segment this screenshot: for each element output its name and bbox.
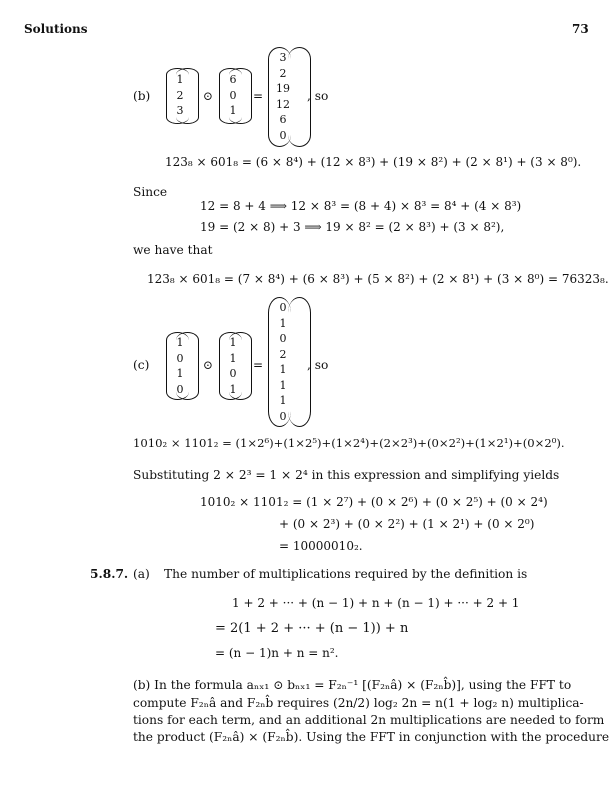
since-line-1: 12 = 8 + 4 ⟹ 12 × 8³ = (8 + 4) × 8³ = 8⁴ + (4 × 8³) (200, 199, 522, 213)
sum-line-3: = (n − 1)n + n = n². (215, 646, 339, 660)
vector-entry: 1 (176, 336, 184, 349)
vector-entry: 3 (176, 104, 184, 117)
vector-entry: 0 (279, 128, 287, 142)
vector-entry: 0 (229, 367, 237, 380)
part-b-label: (b) (133, 89, 151, 103)
vector-entry: 1 (229, 382, 237, 396)
vector-entry: 0 (279, 332, 287, 345)
equals-sign: = (253, 358, 264, 372)
problem-number: 5.8.7. (90, 567, 129, 581)
convolution-symbol: ⊙ (203, 358, 214, 372)
vector-entry: 6 (229, 73, 237, 86)
substituting-text: Substituting 2 × 2³ = 1 × 2⁴ in this expression and simplifying yields (133, 468, 560, 482)
part-b-equation-1: 123₈ × 601₈ = (6 × 8⁴) + (12 × 8³) + (19 × 8²) + (2 × 8¹) + (3 × 8⁰). (165, 155, 582, 169)
vector-paren (176, 332, 199, 400)
part-b-fft-line-2: compute F₂ₙâ and F₂ₙb̂ requires (2n/2) log₂ 2n = n(1 + log₂ n) multiplica- (133, 696, 584, 710)
part-c-line-2: + (0 × 2³) + (0 × 2²) + (1 × 2¹) + (0 × 2⁰) (279, 517, 535, 531)
since-text: Since (133, 185, 168, 199)
convolution-symbol: ⊙ (203, 89, 214, 103)
vector-paren (229, 332, 252, 400)
vector-entry: 1 (279, 378, 287, 392)
vector-entry: 1 (279, 316, 287, 330)
part-b-fft-line-1: (b) In the formula aₙₓ₁ ⊙ bₙₓ₁ = F₂ₙ⁻¹ [(F₂ₙâ) × (F₂ₙb̂)], using the FFT to (133, 678, 572, 692)
running-head: Solutions (24, 22, 88, 36)
vector-paren (176, 68, 199, 124)
vector-entry: 1 (229, 336, 237, 349)
part-a-label: (a) (133, 567, 150, 581)
since-line-2: 19 = (2 × 8) + 3 ⟹ 19 × 8² = (2 × 8³) + (3 × 8²), (200, 220, 505, 234)
vector-entry: 1 (229, 351, 237, 365)
vector-entry: 0 (176, 382, 184, 396)
part-c-line-1: 1010₂ × 1101₂ = (1 × 2⁷) + (0 × 2⁶) + (0 × 2⁵) + (0 × 2⁴) (200, 495, 548, 509)
part-b-so: , so (307, 89, 329, 103)
vector-entry: 12 (276, 97, 290, 111)
part-c-equation-1: 1010₂ × 1101₂ = (1×2⁶)+(1×2⁵)+(1×2⁴)+(2×2³)+(0×2²)+(1×2¹)+(0×2⁰). (133, 436, 565, 450)
part-b-fft-line-3: tions for each term, and an additional 2n multiplications are needed to form (133, 713, 605, 727)
vector-entry: 1 (229, 104, 237, 117)
vector-entry: 1 (176, 73, 184, 86)
vector-entry: 2 (176, 88, 184, 102)
sum-line-2: = 2(1 + 2 + ··· + (n − 1)) + n (215, 621, 409, 636)
vector-entry: 2 (279, 347, 287, 361)
vector-entry: 3 (279, 51, 287, 64)
vector-paren (229, 68, 252, 124)
vector-entry: 1 (279, 363, 287, 376)
part-c-line-3: = 10000010₂. (279, 539, 363, 553)
part-a-text: The number of multiplications required by the definition is (164, 567, 528, 581)
vector-entry: 19 (276, 82, 290, 95)
vector-entry: 0 (279, 409, 287, 423)
vector-entry: 1 (176, 367, 184, 380)
part-b-equation-2: 123₈ × 601₈ = (7 × 8⁴) + (6 × 8³) + (5 × 8²) + (2 × 8¹) + (3 × 8⁰) = 76323₈. (147, 272, 609, 286)
vector-entry: 0 (279, 301, 287, 314)
equals-sign: = (253, 89, 264, 103)
sum-line-1: 1 + 2 + ··· + (n − 1) + n + (n − 1) + ··· + 2 + 1 (232, 596, 520, 610)
vector-entry: 1 (279, 394, 287, 407)
part-b-fft-line-4: the product (F₂ₙâ) × (F₂ₙb̂). Using the FFT in conjunction with the procedure (133, 730, 610, 744)
vector-entry: 0 (176, 351, 184, 365)
vector-entry: 6 (279, 113, 287, 126)
we-have-text: we have that (133, 243, 213, 257)
part-c-so: , so (307, 358, 329, 372)
page-number: 73 (572, 22, 589, 36)
part-c-label: (c) (133, 358, 150, 372)
vector-entry: 0 (229, 88, 237, 102)
vector-entry: 2 (279, 66, 287, 80)
